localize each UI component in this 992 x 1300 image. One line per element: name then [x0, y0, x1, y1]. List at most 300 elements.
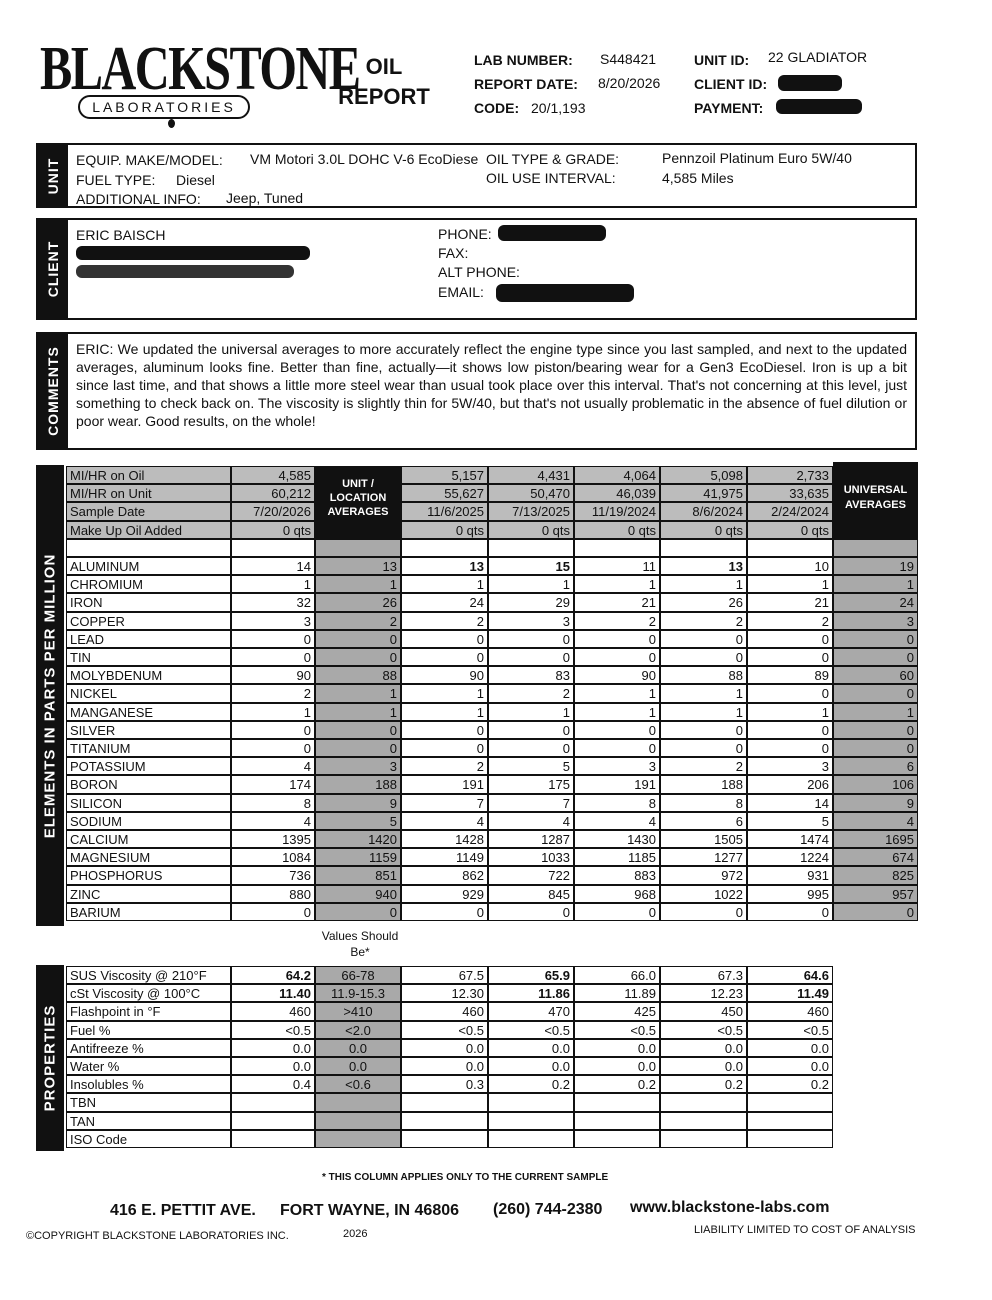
property-current-cell: <0.5	[231, 1021, 315, 1039]
info-history-cell: 7/13/2025	[488, 502, 574, 520]
element-row-label: PHOSPHORUS	[66, 866, 231, 884]
element-history-cell: 5	[747, 812, 833, 830]
property-history-cell: 0.0	[574, 1057, 660, 1075]
lab-number-label: LAB NUMBER:	[474, 52, 573, 68]
spacer-cell	[574, 539, 660, 557]
info-history-cell: 11/19/2024	[574, 502, 660, 520]
redaction-client-id	[778, 75, 842, 91]
element-history-cell: 1	[574, 575, 660, 593]
element-history-cell: 931	[747, 866, 833, 884]
element-history-cell: 1033	[488, 848, 574, 866]
property-row-label: Insolubles %	[66, 1075, 231, 1093]
property-current-cell: 460	[231, 1002, 315, 1020]
element-history-cell: 0	[401, 648, 488, 666]
element-universal-avg-cell: 825	[833, 866, 918, 884]
footer-address: 416 E. PETTIT AVE.	[110, 1202, 256, 1219]
additional-info-value: Jeep, Tuned	[226, 190, 304, 206]
property-row-label: Water %	[66, 1057, 231, 1075]
element-universal-avg-cell: 6	[833, 757, 918, 775]
values-should-be-header: Values Should Be*	[321, 929, 399, 959]
redaction-address-2	[76, 265, 294, 278]
element-history-cell: 0	[660, 721, 747, 739]
element-history-cell: 13	[660, 557, 747, 575]
element-history-cell: 1287	[488, 830, 574, 848]
element-current-cell: 1395	[231, 830, 315, 848]
fax-label: FAX:	[438, 245, 469, 261]
element-history-cell: 0	[401, 903, 488, 921]
info-history-cell: 50,470	[488, 484, 574, 502]
info-history-cell: 2/24/2024	[747, 502, 833, 520]
spacer-cell	[66, 539, 231, 557]
property-history-cell: 0.2	[660, 1075, 747, 1093]
element-universal-avg-cell: 0	[833, 684, 918, 702]
property-history-cell: 0.2	[574, 1075, 660, 1093]
element-history-cell: 21	[574, 593, 660, 611]
element-history-cell: 1	[574, 684, 660, 702]
element-universal-avg-cell: 1695	[833, 830, 918, 848]
element-row-label: ZINC	[66, 885, 231, 903]
info-history-cell: 5,157	[401, 466, 488, 484]
element-history-cell: 1	[401, 703, 488, 721]
unit-section-label: UNIT	[45, 157, 61, 194]
property-history-cell: 0.0	[747, 1039, 833, 1057]
element-history-cell: 862	[401, 866, 488, 884]
property-history-cell: 0.0	[574, 1039, 660, 1057]
payment-label: PAYMENT:	[694, 100, 764, 116]
element-universal-avg-cell: 1	[833, 703, 918, 721]
element-history-cell: 0	[574, 903, 660, 921]
element-history-cell: 0	[747, 648, 833, 666]
comments-section-label: COMMENTS	[45, 346, 61, 436]
element-history-cell: 3	[488, 612, 574, 630]
info-history-cell: 41,975	[660, 484, 747, 502]
oil-type-label: OIL TYPE & GRADE:	[486, 151, 620, 167]
element-current-cell: 3	[231, 612, 315, 630]
element-universal-avg-cell: 106	[833, 775, 918, 793]
element-universal-avg-cell: 0	[833, 648, 918, 666]
element-row-label: SODIUM	[66, 812, 231, 830]
footer-city: FORT WAYNE, IN 46806	[280, 1202, 460, 1219]
property-history-cell: 0.0	[660, 1039, 747, 1057]
property-history-cell	[747, 1093, 833, 1111]
element-row-label: IRON	[66, 593, 231, 611]
property-history-cell	[574, 1112, 660, 1130]
property-row-label: TAN	[66, 1112, 231, 1130]
element-unit-avg-cell: 1159	[315, 848, 401, 866]
properties-section-label: PROPERTIES	[41, 1004, 59, 1112]
info-current-cell: 0 qts	[231, 521, 315, 539]
element-history-cell: 0	[747, 684, 833, 702]
property-history-cell: 0.0	[401, 1057, 488, 1075]
property-history-cell: <0.5	[660, 1021, 747, 1039]
property-history-cell: 12.23	[660, 984, 747, 1002]
element-row-label: SILICON	[66, 794, 231, 812]
property-row-label: cSt Viscosity @ 100°C	[66, 984, 231, 1002]
element-history-cell: 7	[488, 794, 574, 812]
element-row-label: SILVER	[66, 721, 231, 739]
property-row-label: TBN	[66, 1093, 231, 1111]
element-history-cell: 722	[488, 866, 574, 884]
info-history-cell: 33,635	[747, 484, 833, 502]
info-history-cell: 2,733	[747, 466, 833, 484]
property-history-cell: 470	[488, 1002, 574, 1020]
element-history-cell: 1	[574, 703, 660, 721]
spacer-cell	[401, 539, 488, 557]
alt-phone-label: ALT PHONE:	[438, 264, 520, 280]
element-history-cell: 1	[660, 684, 747, 702]
copyright: ©COPYRIGHT BLACKSTONE LABORATORIES INC.	[26, 1230, 289, 1242]
property-history-cell	[488, 1093, 574, 1111]
element-unit-avg-cell: 5	[315, 812, 401, 830]
element-unit-avg-cell: 188	[315, 775, 401, 793]
element-universal-avg-cell: 0	[833, 739, 918, 757]
element-universal-avg-cell: 0	[833, 721, 918, 739]
element-history-cell: 1	[401, 684, 488, 702]
lab-number-value: S448421	[600, 51, 657, 67]
copyright-year: 2026	[343, 1228, 368, 1240]
property-row-label: ISO Code	[66, 1130, 231, 1148]
element-history-cell: 1428	[401, 830, 488, 848]
element-history-cell: 0	[401, 739, 488, 757]
property-history-cell: 0.3	[401, 1075, 488, 1093]
element-history-cell: 1185	[574, 848, 660, 866]
element-universal-avg-cell: 24	[833, 593, 918, 611]
element-history-cell: 15	[488, 557, 574, 575]
property-history-cell: 450	[660, 1002, 747, 1020]
property-history-cell	[747, 1112, 833, 1130]
element-current-cell: 0	[231, 721, 315, 739]
element-history-cell: 2	[574, 612, 660, 630]
element-row-label: MAGNESIUM	[66, 848, 231, 866]
element-history-cell: 0	[401, 721, 488, 739]
element-universal-avg-cell: 60	[833, 666, 918, 684]
element-history-cell: 1149	[401, 848, 488, 866]
property-history-cell: <0.5	[574, 1021, 660, 1039]
client-section-label: CLIENT	[45, 240, 61, 298]
property-history-cell: 0.0	[401, 1039, 488, 1057]
element-universal-avg-cell: 957	[833, 885, 918, 903]
report-title-line2: REPORT	[338, 84, 430, 109]
element-history-cell: 90	[401, 666, 488, 684]
element-history-cell: 1	[660, 703, 747, 721]
info-current-cell: 7/20/2026	[231, 502, 315, 520]
element-history-cell: 3	[747, 757, 833, 775]
element-universal-avg-cell: 674	[833, 848, 918, 866]
property-current-cell	[231, 1112, 315, 1130]
additional-info-label: ADDITIONAL INFO:	[76, 191, 201, 207]
element-unit-avg-cell: 0	[315, 903, 401, 921]
property-current-cell: 0.0	[231, 1039, 315, 1057]
property-history-cell: <0.5	[747, 1021, 833, 1039]
element-unit-avg-cell: 3	[315, 757, 401, 775]
element-row-label: TITANIUM	[66, 739, 231, 757]
element-history-cell: 2	[488, 684, 574, 702]
info-row-label: Sample Date	[66, 502, 231, 520]
equip-make-label: EQUIP. MAKE/MODEL:	[76, 152, 223, 168]
element-history-cell: 0	[488, 630, 574, 648]
element-current-cell: 1	[231, 703, 315, 721]
element-current-cell: 0	[231, 630, 315, 648]
element-history-cell: 88	[660, 666, 747, 684]
element-history-cell: 1022	[660, 885, 747, 903]
element-row-label: TIN	[66, 648, 231, 666]
element-unit-avg-cell: 9	[315, 794, 401, 812]
email-label: EMAIL:	[438, 284, 484, 300]
property-current-cell	[231, 1093, 315, 1111]
element-history-cell: 10	[747, 557, 833, 575]
element-history-cell: 0	[401, 630, 488, 648]
element-history-cell: 5	[488, 757, 574, 775]
info-row-label: MI/HR on Oil	[66, 466, 231, 484]
element-unit-avg-cell: 1	[315, 684, 401, 702]
element-unit-avg-cell: 1420	[315, 830, 401, 848]
logo-drop-mark	[168, 119, 175, 128]
company-logo: BLACKSTONE	[40, 35, 360, 103]
property-history-cell: 425	[574, 1002, 660, 1020]
element-history-cell: 89	[747, 666, 833, 684]
element-history-cell: 4	[574, 812, 660, 830]
element-history-cell: 1	[401, 575, 488, 593]
info-history-cell: 0 qts	[401, 521, 488, 539]
element-universal-avg-cell: 1	[833, 575, 918, 593]
element-history-cell: 14	[747, 794, 833, 812]
element-history-cell: 1505	[660, 830, 747, 848]
spacer-cell	[660, 539, 747, 557]
element-unit-avg-cell: 0	[315, 648, 401, 666]
element-current-cell: 14	[231, 557, 315, 575]
property-row-label: SUS Viscosity @ 210°F	[66, 966, 231, 984]
element-unit-avg-cell: 88	[315, 666, 401, 684]
property-history-cell	[747, 1130, 833, 1148]
property-history-cell: 460	[747, 1002, 833, 1020]
elements-section-label: ELEMENTS IN PARTS PER MILLION	[41, 553, 59, 838]
element-current-cell: 736	[231, 866, 315, 884]
report-title	[330, 52, 438, 112]
info-history-cell: 0 qts	[660, 521, 747, 539]
element-current-cell: 8	[231, 794, 315, 812]
client-id-label: CLIENT ID:	[694, 76, 768, 92]
element-history-cell: 1430	[574, 830, 660, 848]
property-row-label: Flashpoint in °F	[66, 1002, 231, 1020]
element-history-cell: 90	[574, 666, 660, 684]
client-section-tab	[38, 220, 68, 318]
unit-section	[36, 143, 917, 208]
element-row-label: CHROMIUM	[66, 575, 231, 593]
unit-id-value: 22 GLADIATOR	[768, 49, 868, 65]
element-history-cell: 0	[660, 648, 747, 666]
property-history-cell: 0.0	[488, 1039, 574, 1057]
element-history-cell: 0	[488, 721, 574, 739]
redaction-phone	[498, 225, 606, 241]
element-current-cell: 2	[231, 684, 315, 702]
element-history-cell: 29	[488, 593, 574, 611]
element-history-cell: 1	[660, 575, 747, 593]
element-universal-avg-cell: 3	[833, 612, 918, 630]
oil-interval-label: OIL USE INTERVAL:	[486, 170, 616, 186]
element-history-cell: 191	[574, 775, 660, 793]
info-history-cell: 0 qts	[747, 521, 833, 539]
element-universal-avg-cell: 0	[833, 903, 918, 921]
element-row-label: POTASSIUM	[66, 757, 231, 775]
spacer-cell	[315, 539, 401, 557]
element-unit-avg-cell: 940	[315, 885, 401, 903]
element-current-cell: 0	[231, 739, 315, 757]
report-date-value: 8/20/2026	[598, 75, 661, 91]
element-unit-avg-cell: 26	[315, 593, 401, 611]
property-should-be-cell: 66-78	[315, 966, 401, 984]
property-history-cell	[401, 1093, 488, 1111]
element-history-cell: 0	[747, 630, 833, 648]
element-history-cell: 845	[488, 885, 574, 903]
property-should-be-cell	[315, 1130, 401, 1148]
report-title-line1: OIL	[365, 54, 403, 79]
element-unit-avg-cell: 0	[315, 721, 401, 739]
element-row-label: BORON	[66, 775, 231, 793]
element-row-label: LEAD	[66, 630, 231, 648]
element-unit-avg-cell: 13	[315, 557, 401, 575]
element-history-cell: 1277	[660, 848, 747, 866]
phone-label: PHONE:	[438, 226, 492, 242]
property-should-be-cell	[315, 1112, 401, 1130]
element-row-label: MOLYBDENUM	[66, 666, 231, 684]
property-should-be-cell	[315, 1093, 401, 1111]
property-history-cell: 0.0	[660, 1057, 747, 1075]
property-should-be-cell: 0.0	[315, 1057, 401, 1075]
element-history-cell: 0	[574, 721, 660, 739]
element-current-cell: 174	[231, 775, 315, 793]
property-history-cell: 460	[401, 1002, 488, 1020]
element-history-cell: 0	[660, 739, 747, 757]
property-history-cell: 0.0	[747, 1057, 833, 1075]
element-history-cell: 929	[401, 885, 488, 903]
element-row-label: NICKEL	[66, 684, 231, 702]
info-history-cell: 5,098	[660, 466, 747, 484]
comments-section-tab	[38, 334, 68, 448]
property-should-be-cell: <0.6	[315, 1075, 401, 1093]
property-history-cell: 11.86	[488, 984, 574, 1002]
element-unit-avg-cell: 851	[315, 866, 401, 884]
element-history-cell: 11	[574, 557, 660, 575]
properties-section-tab	[36, 965, 64, 1151]
element-history-cell: 995	[747, 885, 833, 903]
info-row-label: MI/HR on Unit	[66, 484, 231, 502]
info-current-cell: 4,585	[231, 466, 315, 484]
element-history-cell: 972	[660, 866, 747, 884]
element-history-cell: 1	[747, 575, 833, 593]
element-history-cell: 8	[574, 794, 660, 812]
element-history-cell: 13	[401, 557, 488, 575]
redaction-email	[496, 284, 634, 302]
element-history-cell: 6	[660, 812, 747, 830]
element-history-cell: 883	[574, 866, 660, 884]
oil-type-value: Pennzoil Platinum Euro 5W/40	[662, 150, 852, 166]
element-current-cell: 0	[231, 903, 315, 921]
property-history-cell	[574, 1130, 660, 1148]
element-history-cell: 191	[401, 775, 488, 793]
info-history-cell: 4,064	[574, 466, 660, 484]
element-unit-avg-cell: 1	[315, 575, 401, 593]
info-history-cell: 46,039	[574, 484, 660, 502]
code-value: 20/1,193	[531, 100, 586, 116]
element-universal-avg-cell: 0	[833, 630, 918, 648]
property-history-cell: <0.5	[401, 1021, 488, 1039]
property-should-be-cell: 11.9-15.3	[315, 984, 401, 1002]
property-row-label: Fuel %	[66, 1021, 231, 1039]
property-current-cell: 0.4	[231, 1075, 315, 1093]
info-history-cell: 0 qts	[574, 521, 660, 539]
spacer-cell	[231, 539, 315, 557]
element-current-cell: 32	[231, 593, 315, 611]
property-history-cell	[488, 1130, 574, 1148]
fuel-type-label: FUEL TYPE:	[76, 172, 156, 188]
element-row-label: COPPER	[66, 612, 231, 630]
element-history-cell: 0	[488, 739, 574, 757]
unit-section-tab	[38, 145, 68, 206]
element-history-cell: 21	[747, 593, 833, 611]
universal-averages-header: UNIVERSAL AVERAGES	[833, 462, 918, 539]
element-history-cell: 1474	[747, 830, 833, 848]
element-universal-avg-cell: 9	[833, 794, 918, 812]
element-history-cell: 0	[660, 903, 747, 921]
property-history-cell	[660, 1112, 747, 1130]
unit-averages-header: UNIT / LOCATION AVERAGES	[315, 466, 401, 539]
client-section	[36, 218, 917, 320]
element-history-cell: 0	[488, 648, 574, 666]
property-history-cell: 67.3	[660, 966, 747, 984]
property-current-cell: 64.2	[231, 966, 315, 984]
liability-note: LIABILITY LIMITED TO COST OF ANALYSIS	[694, 1224, 916, 1236]
element-history-cell: 0	[574, 630, 660, 648]
property-history-cell: 64.6	[747, 966, 833, 984]
footer-website[interactable]: www.blackstone-labs.com	[630, 1199, 830, 1216]
property-history-cell	[401, 1130, 488, 1148]
property-history-cell: 66.0	[574, 966, 660, 984]
element-history-cell: 1224	[747, 848, 833, 866]
element-history-cell: 0	[747, 903, 833, 921]
element-current-cell: 0	[231, 648, 315, 666]
element-history-cell: 83	[488, 666, 574, 684]
element-history-cell: 0	[488, 903, 574, 921]
info-history-cell: 55,627	[401, 484, 488, 502]
element-history-cell: 188	[660, 775, 747, 793]
element-row-label: ALUMINUM	[66, 557, 231, 575]
property-history-cell	[401, 1112, 488, 1130]
property-history-cell	[660, 1093, 747, 1111]
report-date-label: REPORT DATE:	[474, 76, 578, 92]
info-history-cell: 8/6/2024	[660, 502, 747, 520]
element-history-cell: 1	[488, 703, 574, 721]
property-should-be-cell: >410	[315, 1002, 401, 1020]
element-row-label: BARIUM	[66, 903, 231, 921]
property-history-cell: <0.5	[488, 1021, 574, 1039]
element-current-cell: 90	[231, 666, 315, 684]
unit-id-label: UNIT ID:	[694, 52, 750, 68]
element-history-cell: 0	[747, 721, 833, 739]
code-label: CODE:	[474, 100, 520, 116]
element-history-cell: 0	[574, 648, 660, 666]
element-current-cell: 1084	[231, 848, 315, 866]
property-should-be-cell: <2.0	[315, 1021, 401, 1039]
property-history-cell	[574, 1093, 660, 1111]
element-universal-avg-cell: 4	[833, 812, 918, 830]
property-current-cell: 0.0	[231, 1057, 315, 1075]
property-history-cell	[488, 1112, 574, 1130]
fuel-type-value: Diesel	[176, 172, 215, 188]
info-row-label: Make Up Oil Added	[66, 521, 231, 539]
property-should-be-cell: 0.0	[315, 1039, 401, 1057]
property-history-cell: 0.2	[488, 1075, 574, 1093]
element-unit-avg-cell: 1	[315, 703, 401, 721]
